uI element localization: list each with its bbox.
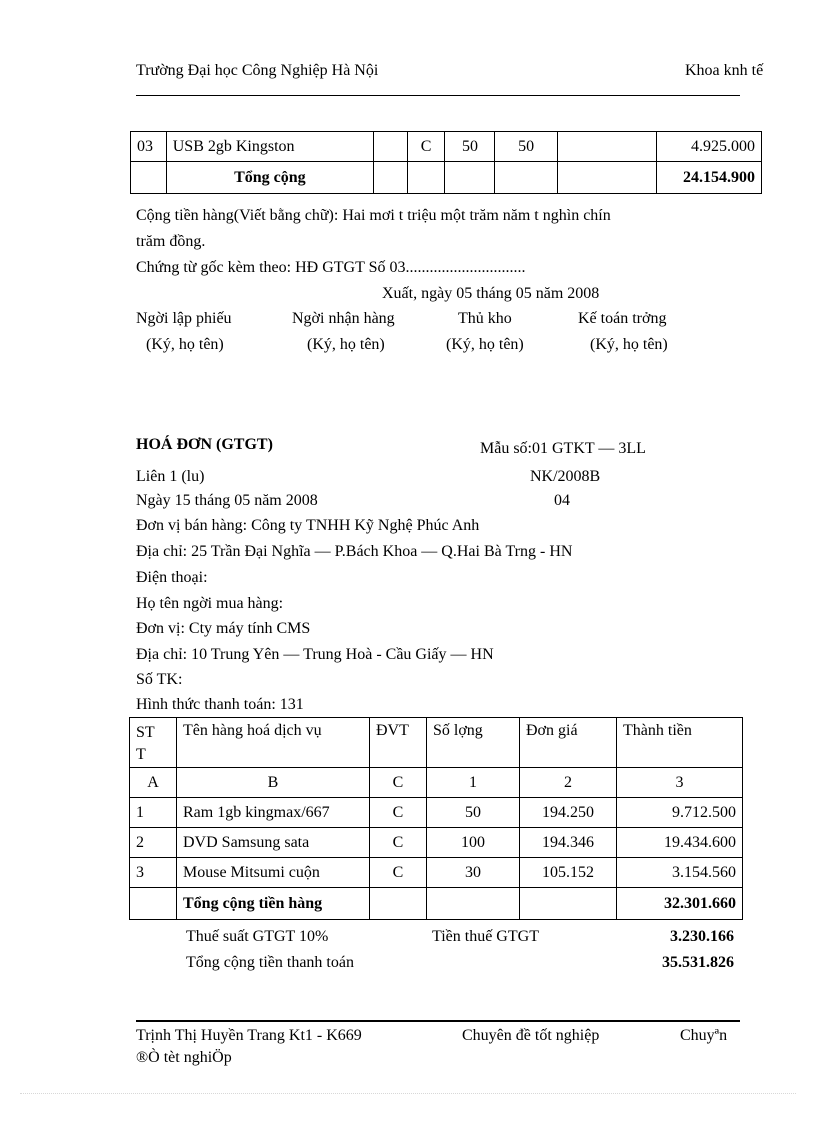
table-total-row [131, 162, 762, 194]
table-header-row [130, 718, 743, 768]
vat-label: Tiền thuế GTGT [432, 928, 539, 945]
cell-empty [370, 888, 427, 920]
seller-address: Địa chỉ: 25 Trần Đại Nghĩa — P.Bách Khoa — Q.Hai Bà Trng - HN [136, 543, 573, 560]
invoice-items-table [129, 717, 743, 920]
table-code-row [130, 768, 743, 798]
header-qty: Số lợng [427, 718, 520, 768]
code-b: B [177, 768, 370, 798]
cell-name: Ram 1gb kingmax/667 [177, 798, 370, 828]
header-stt [130, 718, 177, 768]
header-stt-line1: ST [136, 724, 155, 741]
buyer-address: Địa chỉ: 10 Trung Yên — Trung Hoà - Cầu Giấy — HN [136, 646, 494, 663]
cell-price: 105.152 [520, 858, 617, 888]
cell-amount: 19.434.600 [617, 828, 743, 858]
invoice-serial: NK/2008B [530, 468, 601, 485]
cell-empty [520, 888, 617, 920]
amount-in-words: Cộng tiền hàng(Viết bằng chữ): Hai mơi t triệu một trăm năm t nghìn chín [136, 207, 611, 224]
grand-total-amount: 35.531.826 [662, 954, 734, 971]
signer-sign-storekeeper: (Ký, họ tên) [446, 336, 524, 353]
signer-sign-preparer: (Ký, họ tên) [146, 336, 224, 353]
table-row [131, 132, 762, 162]
header-unit: ĐVT [370, 718, 427, 768]
cell-price: 194.346 [520, 828, 617, 858]
attached-docs: Chứng từ gốc kèm theo: HĐ GTGT Số 03.............................. [136, 259, 526, 276]
cell-empty [557, 132, 656, 162]
cell-name: Mouse Mitsumi cuộn [177, 858, 370, 888]
goods-table-continued [130, 131, 762, 194]
grand-total-label: Tổng cộng tiền thanh toán [186, 954, 354, 971]
invoice-date: Ngày 15 tháng 05 năm 2008 [136, 492, 318, 509]
seller-phone: Điện thoại: [136, 569, 208, 586]
code-a: A [130, 768, 177, 798]
footer-topic-wrap: ®Ò tèt nghiÖp [136, 1049, 232, 1066]
cell-amount: 9.712.500 [617, 798, 743, 828]
header-amount: Thành tiền [617, 718, 743, 768]
cell-empty [557, 162, 656, 194]
cell-empty [427, 888, 520, 920]
signer-role-preparer: Ngời lập phiếu [136, 310, 232, 327]
footer-topic: Chuyên đề tốt nghiệp [462, 1027, 600, 1044]
invoice-copy: Liên 1 (lu) [136, 468, 205, 485]
cell-amount: 4.925.000 [656, 132, 761, 162]
issue-date: Xuất, ngày 05 tháng 05 năm 2008 [382, 285, 600, 302]
table-total-row [130, 888, 743, 920]
signer-role-receiver: Ngời nhận hàng [292, 310, 395, 327]
cell-stt: 1 [130, 798, 177, 828]
signer-role-accountant: Kế toán trởng [578, 310, 667, 327]
page-bottom-divider [20, 1093, 796, 1094]
footer-topic-short: Chuyªn [680, 1027, 728, 1044]
invoice-form-no: Mẫu số:01 GTKT — 3LL [480, 440, 646, 457]
header-faculty: Khoa knh tế [685, 62, 764, 79]
footer-rule [136, 1020, 740, 1022]
invoice-title: HOÁ ĐƠN (GTGT) [136, 436, 273, 453]
cell-unit: C [370, 858, 427, 888]
cell-unit: C [370, 828, 427, 858]
table-row [130, 798, 743, 828]
header-price: Đơn giá [520, 718, 617, 768]
cell-amount: 3.154.560 [617, 858, 743, 888]
buyer-name: Họ tên ngời mua hàng: [136, 595, 284, 612]
cell-qty1: 50 [445, 132, 495, 162]
cell-name: DVD Samsung sata [177, 828, 370, 858]
invoice-number: 04 [554, 492, 570, 509]
cell-qty2: 50 [495, 132, 557, 162]
table-row [130, 828, 743, 858]
cell-qty: 100 [427, 828, 520, 858]
amount-in-words-cont: trăm đồng. [136, 233, 206, 250]
cell-empty [445, 162, 495, 194]
signer-sign-accountant: (Ký, họ tên) [590, 336, 668, 353]
code-3: 3 [617, 768, 743, 798]
cell-unit: C [370, 798, 427, 828]
cell-no: 03 [131, 132, 167, 162]
cell-qty: 50 [427, 798, 520, 828]
cell-stt: 2 [130, 828, 177, 858]
header-stt-line2: T [136, 746, 146, 763]
total-amount: 32.301.660 [617, 888, 743, 920]
cell-empty [407, 162, 445, 194]
header-name: Tên hàng hoá dịch vụ [177, 718, 370, 768]
footer-author: Trịnh Thị Huyền Trang Kt1 - K669 [136, 1027, 362, 1044]
cell-qty: 30 [427, 858, 520, 888]
cell-empty [131, 162, 167, 194]
payment-method: Hình thức thanh toán: 131 [136, 696, 304, 713]
code-1: 1 [427, 768, 520, 798]
table-row [130, 858, 743, 888]
cell-price: 194.250 [520, 798, 617, 828]
header-rule [136, 95, 740, 96]
seller-name: Đơn vị bán hàng: Công ty TNHH Kỹ Nghệ Phúc Anh [136, 517, 480, 534]
total-label: Tổng cộng tiền hàng [177, 888, 370, 920]
cell-stt: 3 [130, 858, 177, 888]
vat-amount: 3.230.166 [670, 928, 734, 945]
buyer-unit: Đơn vị: Cty máy tính CMS [136, 620, 311, 637]
account-number: Số TK: [136, 671, 183, 688]
cell-empty [495, 162, 557, 194]
signer-role-storekeeper: Thủ kho [458, 310, 512, 327]
cell-empty [374, 132, 408, 162]
cell-empty [374, 162, 408, 194]
total-label: Tổng cộng [166, 162, 373, 194]
cell-name: USB 2gb Kingston [166, 132, 373, 162]
code-2: 2 [520, 768, 617, 798]
cell-unit: C [407, 132, 445, 162]
header-school: Trường Đại học Công Nghiệp Hà Nội [136, 62, 379, 79]
signer-sign-receiver: (Ký, họ tên) [307, 336, 385, 353]
code-c: C [370, 768, 427, 798]
cell-empty [130, 888, 177, 920]
total-amount: 24.154.900 [656, 162, 761, 194]
vat-rate: Thuế suất GTGT 10% [186, 928, 329, 945]
